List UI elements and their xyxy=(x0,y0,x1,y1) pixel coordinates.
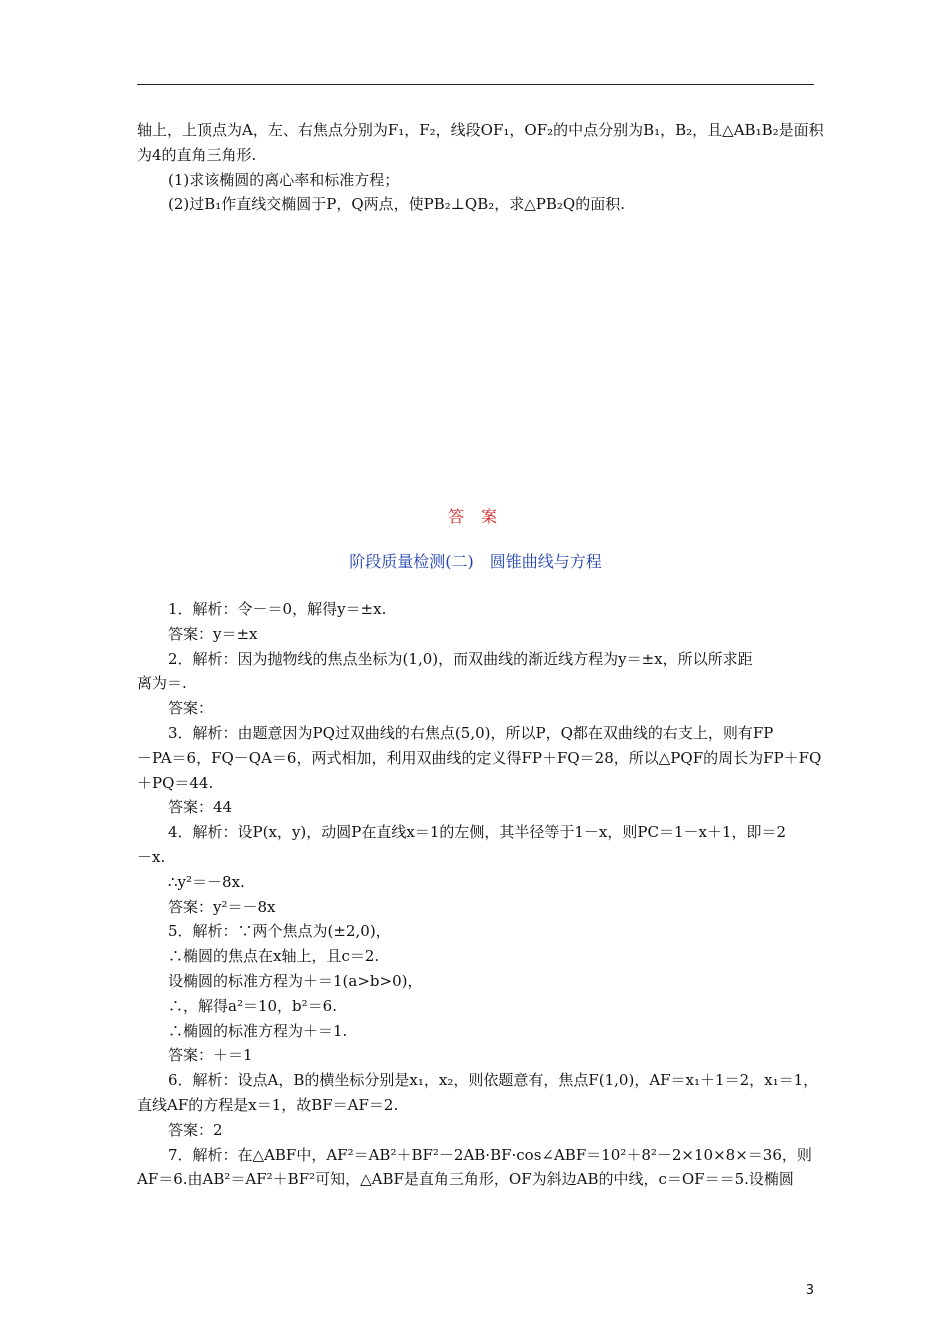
answer-4-analysis-cont: ∴y²＝－8x. xyxy=(168,872,245,891)
problem-part-2: (2)过B₁作直线交椭圆于P，Q两点，使PB₂⊥QB₂，求△PB₂Q的面积. xyxy=(168,195,625,214)
problem-line: 轴上，上顶点为A，左、右焦点分别为F₁，F₂，线段OF₁，OF₂的中点分别为B₁，B₂，且△AB₁B₂是面积 xyxy=(137,121,824,139)
answer-5-analysis-cont: ∴椭圆的焦点在x轴上，且c＝2. xyxy=(168,947,380,966)
answer-3-analysis-cont: ＋PQ＝44. xyxy=(137,773,214,792)
answer-6-result: 答案：2 xyxy=(168,1120,223,1139)
answer-5-analysis: 5．解析：∵两个焦点为(±2,0)， xyxy=(168,922,391,941)
answer-6-analysis-cont: 直线AF的方程是x＝1，故BF＝AF＝2. xyxy=(137,1095,399,1114)
answer-2-result: 答案： xyxy=(168,699,214,718)
answer-5-analysis-cont: ∴椭圆的标准方程为＋＝1. xyxy=(168,1021,348,1040)
answer-2-analysis: 2．解析：因为抛物线的焦点坐标为(1,0)，而双曲线的渐近线方程为y＝±x，所以所求距 xyxy=(168,649,753,668)
answer-4-result: 答案：y²＝－8x xyxy=(168,897,276,916)
answer-4-analysis-cont: －x. xyxy=(137,847,166,866)
answer-5-analysis-cont: ∴，解得a²＝10，b²＝6. xyxy=(168,996,337,1015)
problem-part-1: (1)求该椭圆的离心率和标准方程； xyxy=(168,170,400,189)
problem-line: 为4的直角三角形. xyxy=(137,145,257,164)
answer-6-analysis: 6．解析：设点A，B的横坐标分别是x₁，x₂，则依题意有，焦点F(1,0)，AF＝x₁＋1＝2，x₁＝1， xyxy=(168,1071,819,1090)
answer-5-analysis-cont: 设椭圆的标准方程为＋＝1(a>b>0)， xyxy=(168,971,423,990)
answer-1-analysis: 1．解析：令－＝0，解得y＝±x. xyxy=(168,600,387,618)
answer-3-analysis-cont: －PA＝6，FQ－QA＝6，两式相加，利用双曲线的定义得FP＋FQ＝28，所以△PQF的周长为FP＋FQ xyxy=(137,748,822,767)
answer-3-result: 答案：44 xyxy=(168,798,233,817)
answer-3-analysis: 3．解析：由题意因为PQ过双曲线的右焦点(5,0)，所以P，Q都在双曲线的右支上，则有FP xyxy=(168,723,774,742)
problem-text xyxy=(137,118,824,217)
page-number: 3 xyxy=(805,1283,814,1298)
answer-2-analysis-cont: 离为＝. xyxy=(137,674,187,693)
answers-body xyxy=(137,597,822,1192)
header-rule xyxy=(137,84,814,85)
answer-5-result: 答案：＋＝1 xyxy=(168,1046,253,1065)
answer-7-analysis: 7．解析：在△ABF中，AF²＝AB²＋BF²－2AB·BF·cos∠ABF＝10²＋8²－2×10×8×＝36，则 xyxy=(168,1145,812,1164)
answers-heading: 答 案 xyxy=(447,507,504,526)
answer-4-analysis: 4．解析：设P(x，y)，动圆P在直线x＝1的左侧，其半径等于1－x，则PC＝1－x＋1，即＝2 xyxy=(168,823,787,842)
answer-7-analysis-cont: AF＝6.由AB²＝AF²＋BF²可知，△ABF是直角三角形，OF为斜边AB的中线，c＝OF＝＝5.设椭圆 xyxy=(137,1170,794,1189)
answer-1-result: 答案：y＝±x xyxy=(168,624,258,643)
answers-subheading: 阶段质量检测(二) 圆锥曲线与方程 xyxy=(349,552,602,571)
